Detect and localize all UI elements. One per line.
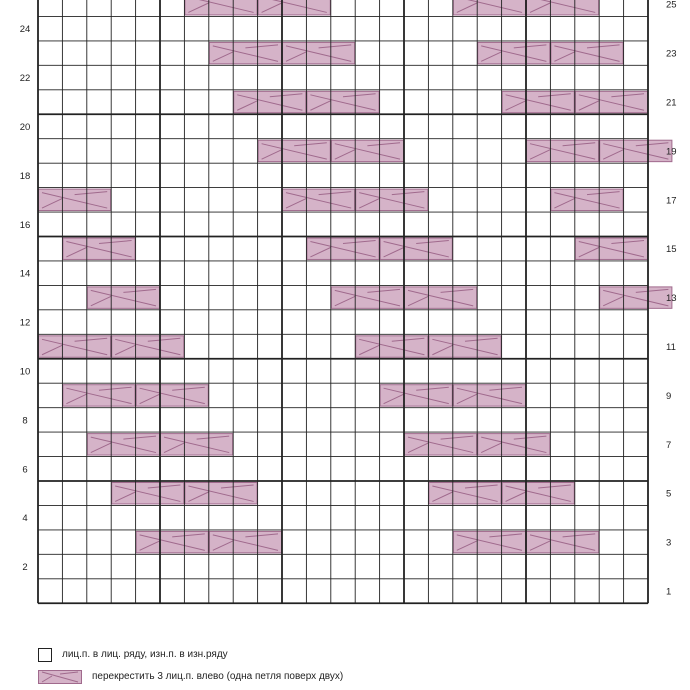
row-label-right: 5 [666, 488, 672, 500]
cable-symbol [527, 0, 599, 15]
cable-symbol [112, 483, 184, 504]
cable-fill [185, 0, 257, 15]
cable-symbol [502, 483, 574, 504]
row-label-left: 20 [19, 121, 31, 133]
row-label-left: 8 [22, 415, 28, 427]
cable-symbol [380, 238, 452, 259]
cable-symbol [356, 189, 428, 210]
cable-symbol [600, 140, 672, 161]
row-label-left: 4 [22, 513, 28, 525]
row-label-left: 18 [19, 170, 31, 182]
cable-symbol [185, 483, 257, 504]
row-label-right: 11 [666, 342, 676, 354]
cable-fill [527, 0, 599, 15]
cable-symbol [185, 0, 257, 15]
cable-symbol [405, 434, 477, 455]
cable-symbol [39, 189, 111, 210]
cable-symbol [575, 91, 647, 112]
cable-symbol [551, 42, 623, 63]
cable-symbol [136, 531, 208, 552]
cable-symbol [380, 385, 452, 406]
legend-cable-text: перекрестить 3 лиц.п. влево (одна петля поверх двух) [92, 671, 344, 682]
cable-symbol [161, 434, 233, 455]
cable-symbol [331, 140, 403, 161]
cable-symbol [502, 91, 574, 112]
row-label-right: 7 [666, 439, 672, 451]
legend-item-knit [38, 648, 228, 662]
cable-symbol [87, 434, 159, 455]
legend-empty-square-icon [38, 648, 52, 662]
cable-symbol [136, 385, 208, 406]
row-label-right: 17 [666, 195, 677, 207]
row-label-left: 22 [19, 73, 31, 85]
cable-fill [453, 0, 525, 15]
cable-symbol [527, 140, 599, 161]
row-label-left: 14 [19, 268, 31, 280]
cable-symbol [405, 287, 477, 308]
cable-symbol [63, 385, 135, 406]
row-label-right: 1 [666, 586, 672, 598]
cable-fill [258, 0, 330, 15]
cable-symbol [209, 42, 281, 63]
cable-symbol [331, 287, 403, 308]
cable-symbol [429, 336, 501, 357]
cable-symbol [356, 336, 428, 357]
cable-symbol [87, 287, 159, 308]
row-label-left: 12 [19, 317, 31, 329]
legend-knit-text: лиц.п. в лиц. ряду, изн.п. в изн.ряду [62, 649, 228, 660]
cable-symbol [234, 91, 306, 112]
cable-symbol [258, 0, 330, 15]
row-label-right: 23 [666, 48, 677, 60]
row-label-right: 25 [666, 0, 677, 11]
row-label-right: 3 [666, 537, 672, 549]
cable-symbol [209, 531, 281, 552]
row-label-right: 21 [666, 97, 677, 109]
row-label-left: 2 [22, 562, 28, 574]
cable-symbol [551, 189, 623, 210]
row-label-left: 16 [19, 219, 31, 231]
cable-symbol [600, 287, 672, 308]
legend-item-cable [38, 670, 343, 684]
row-label-left: 24 [19, 24, 31, 36]
legend-cable-icon [38, 670, 82, 684]
cable-symbol [283, 189, 355, 210]
cable-symbol [453, 385, 525, 406]
cable-symbol [39, 336, 111, 357]
cable-symbol [453, 0, 525, 15]
cable-symbol [307, 238, 379, 259]
cable-symbol [307, 91, 379, 112]
row-label-right: 13 [666, 293, 677, 305]
cable-symbol [112, 336, 184, 357]
cable-symbol [283, 42, 355, 63]
row-label-left: 10 [19, 366, 31, 378]
row-label-right: 9 [666, 390, 672, 402]
row-label-right: 15 [666, 244, 677, 256]
cable-symbol [63, 238, 135, 259]
cable-symbol [575, 238, 647, 259]
cable-symbol [258, 140, 330, 161]
cable-symbol [527, 531, 599, 552]
cable-symbol [478, 42, 550, 63]
cable-symbol [453, 531, 525, 552]
cable-symbol [478, 434, 550, 455]
row-label-right: 19 [666, 146, 677, 158]
row-label-left: 6 [22, 464, 28, 476]
cable-symbol [429, 483, 501, 504]
